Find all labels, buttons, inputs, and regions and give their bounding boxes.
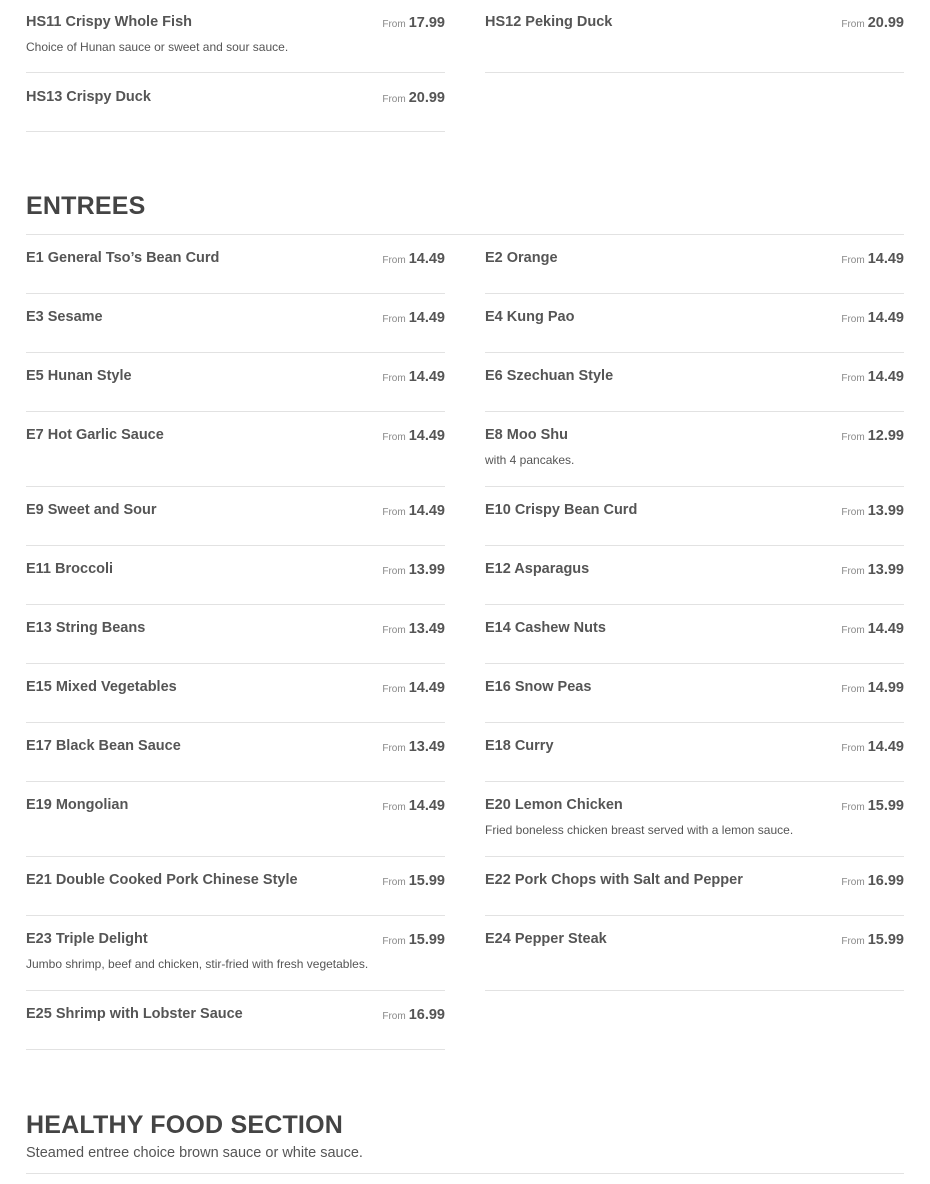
menu-item-e22[interactable] [485,858,904,916]
menu-item-e20[interactable] [485,783,904,857]
price-value: 16.99 [867,873,904,889]
item-name: E9 Sweet and Sour [26,502,157,518]
item-price [382,738,445,756]
item-name: E16 Snow Peas [485,679,592,695]
price-value: 14.49 [408,310,445,326]
item-price [841,309,904,327]
price-prefix: From [382,19,406,30]
menu-item-e13[interactable] [26,606,445,664]
price-prefix: From [382,936,406,947]
item-name: E2 Orange [485,250,558,266]
menu-item-e19[interactable] [26,783,445,857]
price-value: 14.49 [867,251,904,267]
item-price [841,738,904,756]
price-value: 20.99 [867,15,904,31]
menu-item-e5[interactable] [26,354,445,412]
price-prefix: From [382,802,406,813]
price-prefix: From [841,507,865,518]
price-value: 14.49 [408,680,445,696]
item-description: with 4 pancakes. [485,453,575,467]
price-prefix: From [841,19,865,30]
price-value: 12.99 [867,428,904,444]
item-name: E22 Pork Chops with Salt and Pepper [485,872,743,888]
item-name: E3 Sesame [26,309,103,325]
section-title-healthy: HEALTHY FOOD SECTION [26,1111,343,1139]
price-value: 16.99 [408,1007,445,1023]
item-price [382,14,445,32]
item-name: E19 Mongolian [26,797,129,813]
menu-item-e23[interactable] [26,917,445,991]
item-price [382,931,445,949]
price-prefix: From [841,877,865,888]
item-price [382,309,445,327]
menu-item-e6[interactable] [485,354,904,412]
menu-item-e17[interactable] [26,724,445,782]
price-prefix: From [382,625,406,636]
price-prefix: From [841,373,865,384]
item-name: E10 Crispy Bean Curd [485,502,638,518]
menu-item-e16[interactable] [485,665,904,723]
item-price [841,250,904,268]
menu-item-e4[interactable] [485,295,904,353]
item-name: E13 String Beans [26,620,146,636]
price-value: 13.99 [408,562,445,578]
menu-item-e25[interactable] [26,992,445,1050]
price-prefix: From [382,743,406,754]
price-value: 14.49 [867,621,904,637]
price-prefix: From [382,877,406,888]
menu-item-hs13[interactable] [26,75,445,132]
item-name: E23 Triple Delight [26,931,148,947]
price-prefix: From [382,432,406,443]
price-prefix: From [841,802,865,813]
item-name: E24 Pepper Steak [485,931,607,947]
item-name: HS13 Crispy Duck [26,89,151,105]
item-description: Fried boneless chicken breast served with a lemon sauce. [485,823,794,837]
item-name: E21 Double Cooked Pork Chinese Style [26,872,298,888]
price-value: 14.49 [408,503,445,519]
price-value: 13.99 [867,503,904,519]
item-price [841,872,904,890]
section-divider [26,234,904,235]
item-price [841,620,904,638]
price-prefix: From [382,255,406,266]
price-value: 14.99 [867,680,904,696]
item-price [382,427,445,445]
item-name: E25 Shrimp with Lobster Sauce [26,1006,243,1022]
menu-item-e18[interactable] [485,724,904,782]
price-value: 15.99 [867,798,904,814]
price-prefix: From [841,566,865,577]
item-name: E8 Moo Shu [485,427,568,443]
item-price [841,427,904,445]
menu-item-e3[interactable] [26,295,445,353]
price-value: 20.99 [408,90,445,106]
price-prefix: From [841,625,865,636]
menu-item-e14[interactable] [485,606,904,664]
section-subtitle-healthy: Steamed entree choice brown sauce or white sauce. [26,1145,363,1161]
price-value: 14.49 [867,369,904,385]
menu-item-e2[interactable] [485,236,904,294]
item-name: E7 Hot Garlic Sauce [26,427,164,443]
price-prefix: From [841,743,865,754]
price-prefix: From [382,507,406,518]
item-name: E12 Asparagus [485,561,590,577]
price-prefix: From [382,314,406,325]
item-description: Jumbo shrimp, beef and chicken, stir-fried with fresh vegetables. [26,957,369,971]
price-value: 13.49 [408,739,445,755]
price-prefix: From [382,94,406,105]
item-price [841,14,904,32]
price-prefix: From [841,684,865,695]
menu-item-e9[interactable] [26,488,445,546]
price-value: 13.99 [867,562,904,578]
item-name: E11 Broccoli [26,561,114,577]
price-prefix: From [841,255,865,266]
item-price [382,368,445,386]
item-name: E1 General Tso’s Bean Curd [26,250,220,266]
item-price [841,679,904,697]
menu-item-e10[interactable] [485,488,904,546]
item-name: E6 Szechuan Style [485,368,614,384]
menu-item-hs11[interactable] [26,0,445,73]
item-name: E17 Black Bean Sauce [26,738,181,754]
item-price [382,561,445,579]
item-price [382,1006,445,1024]
price-value: 14.49 [408,428,445,444]
item-price [841,561,904,579]
price-value: 17.99 [408,15,445,31]
item-price [841,368,904,386]
price-value: 15.99 [408,932,445,948]
price-prefix: From [382,566,406,577]
menu-item-e8[interactable] [485,413,904,487]
price-value: 14.49 [867,310,904,326]
price-value: 14.49 [408,798,445,814]
item-price [382,250,445,268]
item-price [382,679,445,697]
price-prefix: From [382,1011,406,1022]
item-price [382,872,445,890]
item-price [382,620,445,638]
price-prefix: From [841,936,865,947]
price-prefix: From [841,314,865,325]
item-name: E14 Cashew Nuts [485,620,606,636]
price-prefix: From [382,684,406,695]
menu-item-e11[interactable] [26,547,445,605]
price-prefix: From [382,373,406,384]
item-name: E18 Curry [485,738,554,754]
item-description: Choice of Hunan sauce or sweet and sour sauce. [26,40,289,54]
menu-item-e7[interactable] [26,413,445,487]
price-value: 15.99 [867,932,904,948]
item-name: E15 Mixed Vegetables [26,679,177,695]
menu-item-e15[interactable] [26,665,445,723]
menu-item-e24[interactable] [485,917,904,991]
item-price [841,502,904,520]
item-price [841,931,904,949]
item-name: E4 Kung Pao [485,309,575,325]
menu-item-e21[interactable] [26,858,445,916]
item-name: HS12 Peking Duck [485,14,613,30]
item-price [382,797,445,815]
menu-item-e1[interactable] [26,236,445,294]
section-title-entrees: ENTREES [26,192,146,220]
price-value: 13.49 [408,621,445,637]
price-value: 14.49 [867,739,904,755]
item-price [841,797,904,815]
item-name: E20 Lemon Chicken [485,797,623,813]
price-value: 14.49 [408,369,445,385]
menu-item-e12[interactable] [485,547,904,605]
price-value: 15.99 [408,873,445,889]
price-prefix: From [841,432,865,443]
item-price [382,502,445,520]
item-name: HS11 Crispy Whole Fish [26,14,192,30]
section-divider [26,1173,904,1174]
price-value: 14.49 [408,251,445,267]
menu-item-hs12[interactable] [485,0,904,73]
item-price [382,89,445,107]
item-name: E5 Hunan Style [26,368,132,384]
